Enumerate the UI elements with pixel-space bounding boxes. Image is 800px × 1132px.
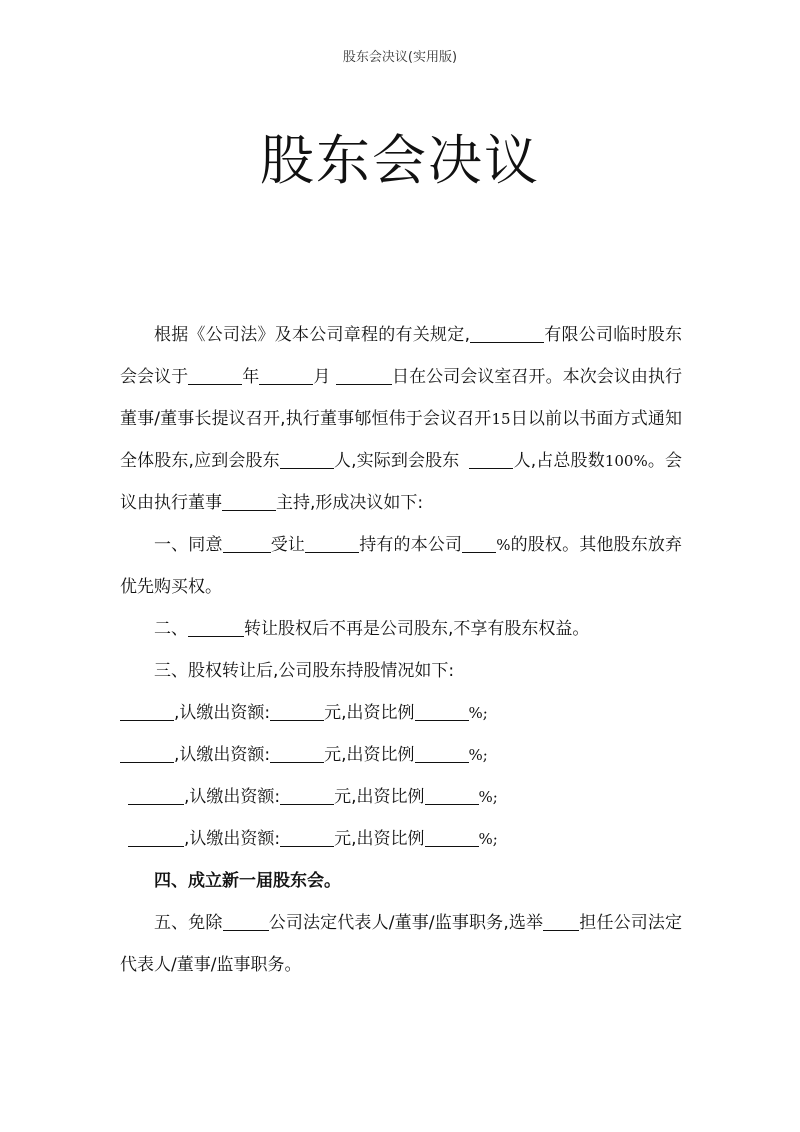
intro-text: 有限公司临时股东会会议于 — [120, 325, 682, 387]
holding-percent: %; — [478, 830, 498, 848]
holding-row — [120, 818, 682, 860]
holding-text: ,认缴出资额: — [184, 829, 281, 849]
item1-text: 一、同意 — [154, 535, 223, 555]
item4-text: 四、成立新一届股东会。 — [154, 871, 341, 891]
ratio-blank[interactable] — [425, 828, 479, 847]
running-header: 股东会决议(实用版) — [342, 50, 458, 65]
month-label: 月 — [313, 367, 331, 387]
shareholder-name-blank[interactable] — [128, 828, 184, 847]
intro-text: 主持,形成决议如下: — [276, 493, 424, 513]
holding-percent: %; — [478, 788, 498, 806]
former-shareholder-blank[interactable] — [188, 618, 244, 637]
notice-days: 15 — [491, 410, 511, 428]
item1-text: 持有的本公司 — [359, 535, 463, 555]
share-percentage: 100% — [604, 452, 648, 470]
company-name-blank[interactable] — [470, 324, 544, 343]
intro-text: 根据《公司法》及本公司章程的有关规定, — [154, 325, 470, 345]
month-blank[interactable] — [259, 366, 313, 385]
resolution-item-2 — [120, 608, 682, 650]
ratio-blank[interactable] — [415, 744, 469, 763]
holding-text: 元,出资比例 — [324, 745, 415, 765]
holding-text: ,认缴出资额: — [184, 787, 281, 807]
dismissed-person-blank[interactable] — [223, 912, 269, 931]
item1-text: 受让 — [270, 535, 306, 555]
holding-text: ,认缴出资额: — [174, 703, 271, 723]
intro-text: 日在公司会议室召开。本次会议由执行董事/董事长提议召开,执行董事郇恒伟于会议召开 — [120, 367, 683, 429]
intro-paragraph — [120, 314, 682, 524]
transferee-blank[interactable] — [223, 534, 271, 553]
document-body — [120, 314, 682, 986]
intro-text: 人,实际到会股东 — [333, 451, 460, 471]
capital-amount-blank[interactable] — [270, 744, 324, 763]
expected-shareholders-blank[interactable] — [280, 450, 334, 469]
ratio-blank[interactable] — [415, 702, 469, 721]
resolution-item-3 — [120, 650, 682, 692]
holding-row — [120, 734, 682, 776]
item1-text: 的股权。其他股东放弃优先购买权。 — [120, 535, 683, 597]
shareholder-name-blank[interactable] — [128, 786, 184, 805]
document-title: 股东会决议 — [260, 129, 540, 192]
holding-row — [120, 692, 682, 734]
year-label: 年 — [242, 367, 260, 387]
item2-text: 转让股权后不再是公司股东,不享有股东权益。 — [244, 619, 590, 639]
present-shareholders-blank[interactable] — [469, 450, 513, 469]
item5-text: 担任公司法定代表人/董事/监事职务。 — [120, 913, 683, 975]
intro-text: 。会议由执行董事 — [120, 451, 683, 513]
elected-person-blank[interactable] — [543, 912, 579, 931]
holding-text: ,认缴出资额: — [174, 745, 271, 765]
intro-text: 日以前以书面方式通知全体股东,应到会股东 — [120, 409, 682, 471]
year-blank[interactable] — [188, 366, 242, 385]
resolution-item-5 — [120, 902, 682, 986]
shareholder-name-blank[interactable] — [120, 702, 174, 721]
equity-percent-blank[interactable] — [462, 534, 496, 553]
day-blank[interactable] — [336, 366, 392, 385]
resolution-item-1 — [120, 524, 682, 608]
holding-text: 元,出资比例 — [334, 829, 425, 849]
item2-text: 二、 — [154, 619, 188, 639]
shareholder-name-blank[interactable] — [120, 744, 174, 763]
holding-row — [120, 776, 682, 818]
holding-text: 元,出资比例 — [334, 787, 425, 807]
percent-sign: % — [496, 536, 511, 554]
resolution-item-4 — [120, 860, 682, 902]
capital-amount-blank[interactable] — [280, 786, 334, 805]
holding-percent: %; — [468, 704, 488, 722]
capital-amount-blank[interactable] — [280, 828, 334, 847]
holding-percent: %; — [468, 746, 488, 764]
intro-text: 人,占总股数 — [513, 451, 605, 471]
item5-text: 五、免除 — [154, 913, 223, 933]
item3-text: 三、股权转让后,公司股东持股情况如下: — [154, 661, 455, 681]
holding-text: 元,出资比例 — [324, 703, 415, 723]
capital-amount-blank[interactable] — [270, 702, 324, 721]
transferor-blank[interactable] — [305, 534, 359, 553]
ratio-blank[interactable] — [425, 786, 479, 805]
chair-blank[interactable] — [222, 492, 276, 511]
item5-text: 公司法定代表人/董事/监事职务,选举 — [268, 913, 544, 933]
